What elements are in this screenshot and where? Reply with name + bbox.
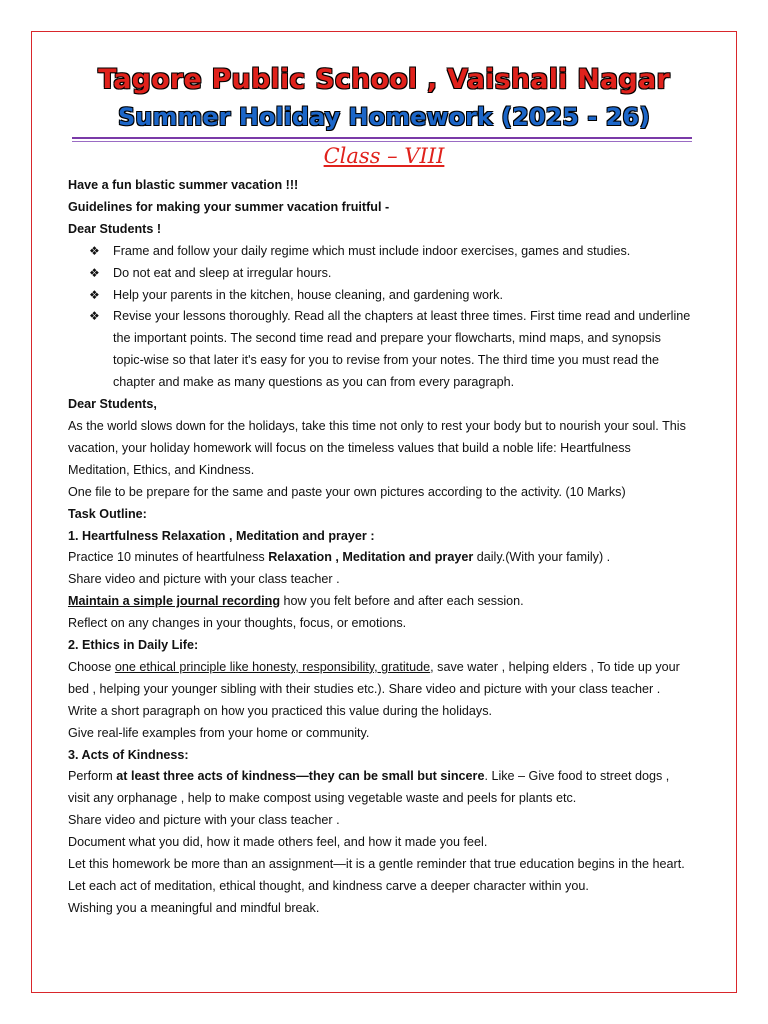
task3-heading: 3. Acts of Kindness:	[68, 747, 189, 762]
task2-line1: Choose one ethical principle like honesty, responsibility, gratitude, save water , helping elders , To tide up your bed , helping your younger sibling with their studies etc.). Share video and picture with your class teacher .	[68, 659, 680, 696]
list-item: ❖ Frame and follow your daily regime which must include indoor exercises, games and studies.	[89, 241, 693, 263]
title-divider-thin	[72, 141, 692, 142]
list-item: ❖ Help your parents in the kitchen, house cleaning, and gardening work.	[89, 285, 693, 307]
task2-heading: 2. Ethics in Daily Life:	[68, 638, 199, 653]
list-item: ❖ Revise your lessons thoroughly. Read all the chapters at least three times. First time read and underline the important points. The second time read and prepare your flowcharts, mind maps, and synopsis topic-wise so that later it's easy for you to revise from your notes. The third time you must read the chapter and make as many questions as you can from every paragraph.	[89, 306, 693, 394]
intro-paragraph: As the world slows down for the holidays, take this time not only to rest your body but to nourish your soul. This vacation, your holiday homework will focus on the timeless values that build a noble life: Heartfulness Meditation, Ethics, and Kindness.	[68, 418, 686, 477]
list-item: ❖ Do not eat and sleep at irregular hours.	[89, 263, 693, 285]
closing-paragraph: Let this homework be more than an assignment—it is a gentle reminder that true education begins in the heart. Let each act of meditation, ethical thought, and kindness carve a deeper character within you.	[68, 857, 685, 893]
task3-line1: Perform at least three acts of kindness—they can be small but sincere. Like – Give food to street dogs , visit any orphanage , help to make compost using vegetable waste and peels for plants etc.	[68, 769, 670, 806]
task3-line2: Share video and picture with your class teacher .	[68, 813, 340, 828]
closing-wish: Wishing you a meaningful and mindful break.	[68, 900, 320, 915]
task-outline-heading: Task Outline:	[68, 506, 147, 521]
guidelines-heading: Guidelines for making your summer vacation fruitful -	[68, 199, 390, 214]
document-body	[68, 175, 693, 920]
diamond-bullet-icon: ❖	[89, 265, 100, 280]
file-instruction: One file to be prepare for the same and paste your own pictures according to the activity. (10 Marks)	[68, 484, 626, 499]
dear-students-2: Dear Students,	[68, 397, 157, 412]
task1-line4: Reflect on any changes in your thoughts, focus, or emotions.	[68, 616, 407, 631]
task2-line2: Write a short paragraph on how you practiced this value during the holidays.	[68, 703, 492, 718]
class-heading: Class – VIII	[323, 144, 445, 168]
task1-line3: Maintain a simple journal recording how you felt before and after each session.	[68, 594, 524, 609]
task1-heading: 1. Heartfulness Relaxation , Meditation and prayer :	[68, 528, 375, 543]
task1-line1: Practice 10 minutes of heartfulness Relaxation , Meditation and prayer daily.(With your family) .	[68, 550, 611, 565]
title-divider	[72, 137, 692, 139]
diamond-bullet-icon: ❖	[89, 287, 100, 302]
dear-students-1: Dear Students !	[68, 221, 162, 236]
homework-title: Summer Holiday Homework (2025 - 26)	[118, 103, 650, 131]
task1-line2: Share video and picture with your class teacher .	[68, 572, 340, 587]
school-title: Tagore Public School , Vaishali Nagar	[98, 64, 670, 95]
diamond-bullet-icon: ❖	[89, 243, 100, 258]
guidelines-list	[68, 241, 693, 394]
diamond-bullet-icon: ❖	[89, 309, 100, 324]
greeting: Have a fun blastic summer vacation !!!	[68, 178, 299, 192]
task2-line3: Give real-life examples from your home or community.	[68, 725, 370, 740]
task3-line3: Document what you did, how it made others feel, and how it made you feel.	[68, 835, 488, 850]
